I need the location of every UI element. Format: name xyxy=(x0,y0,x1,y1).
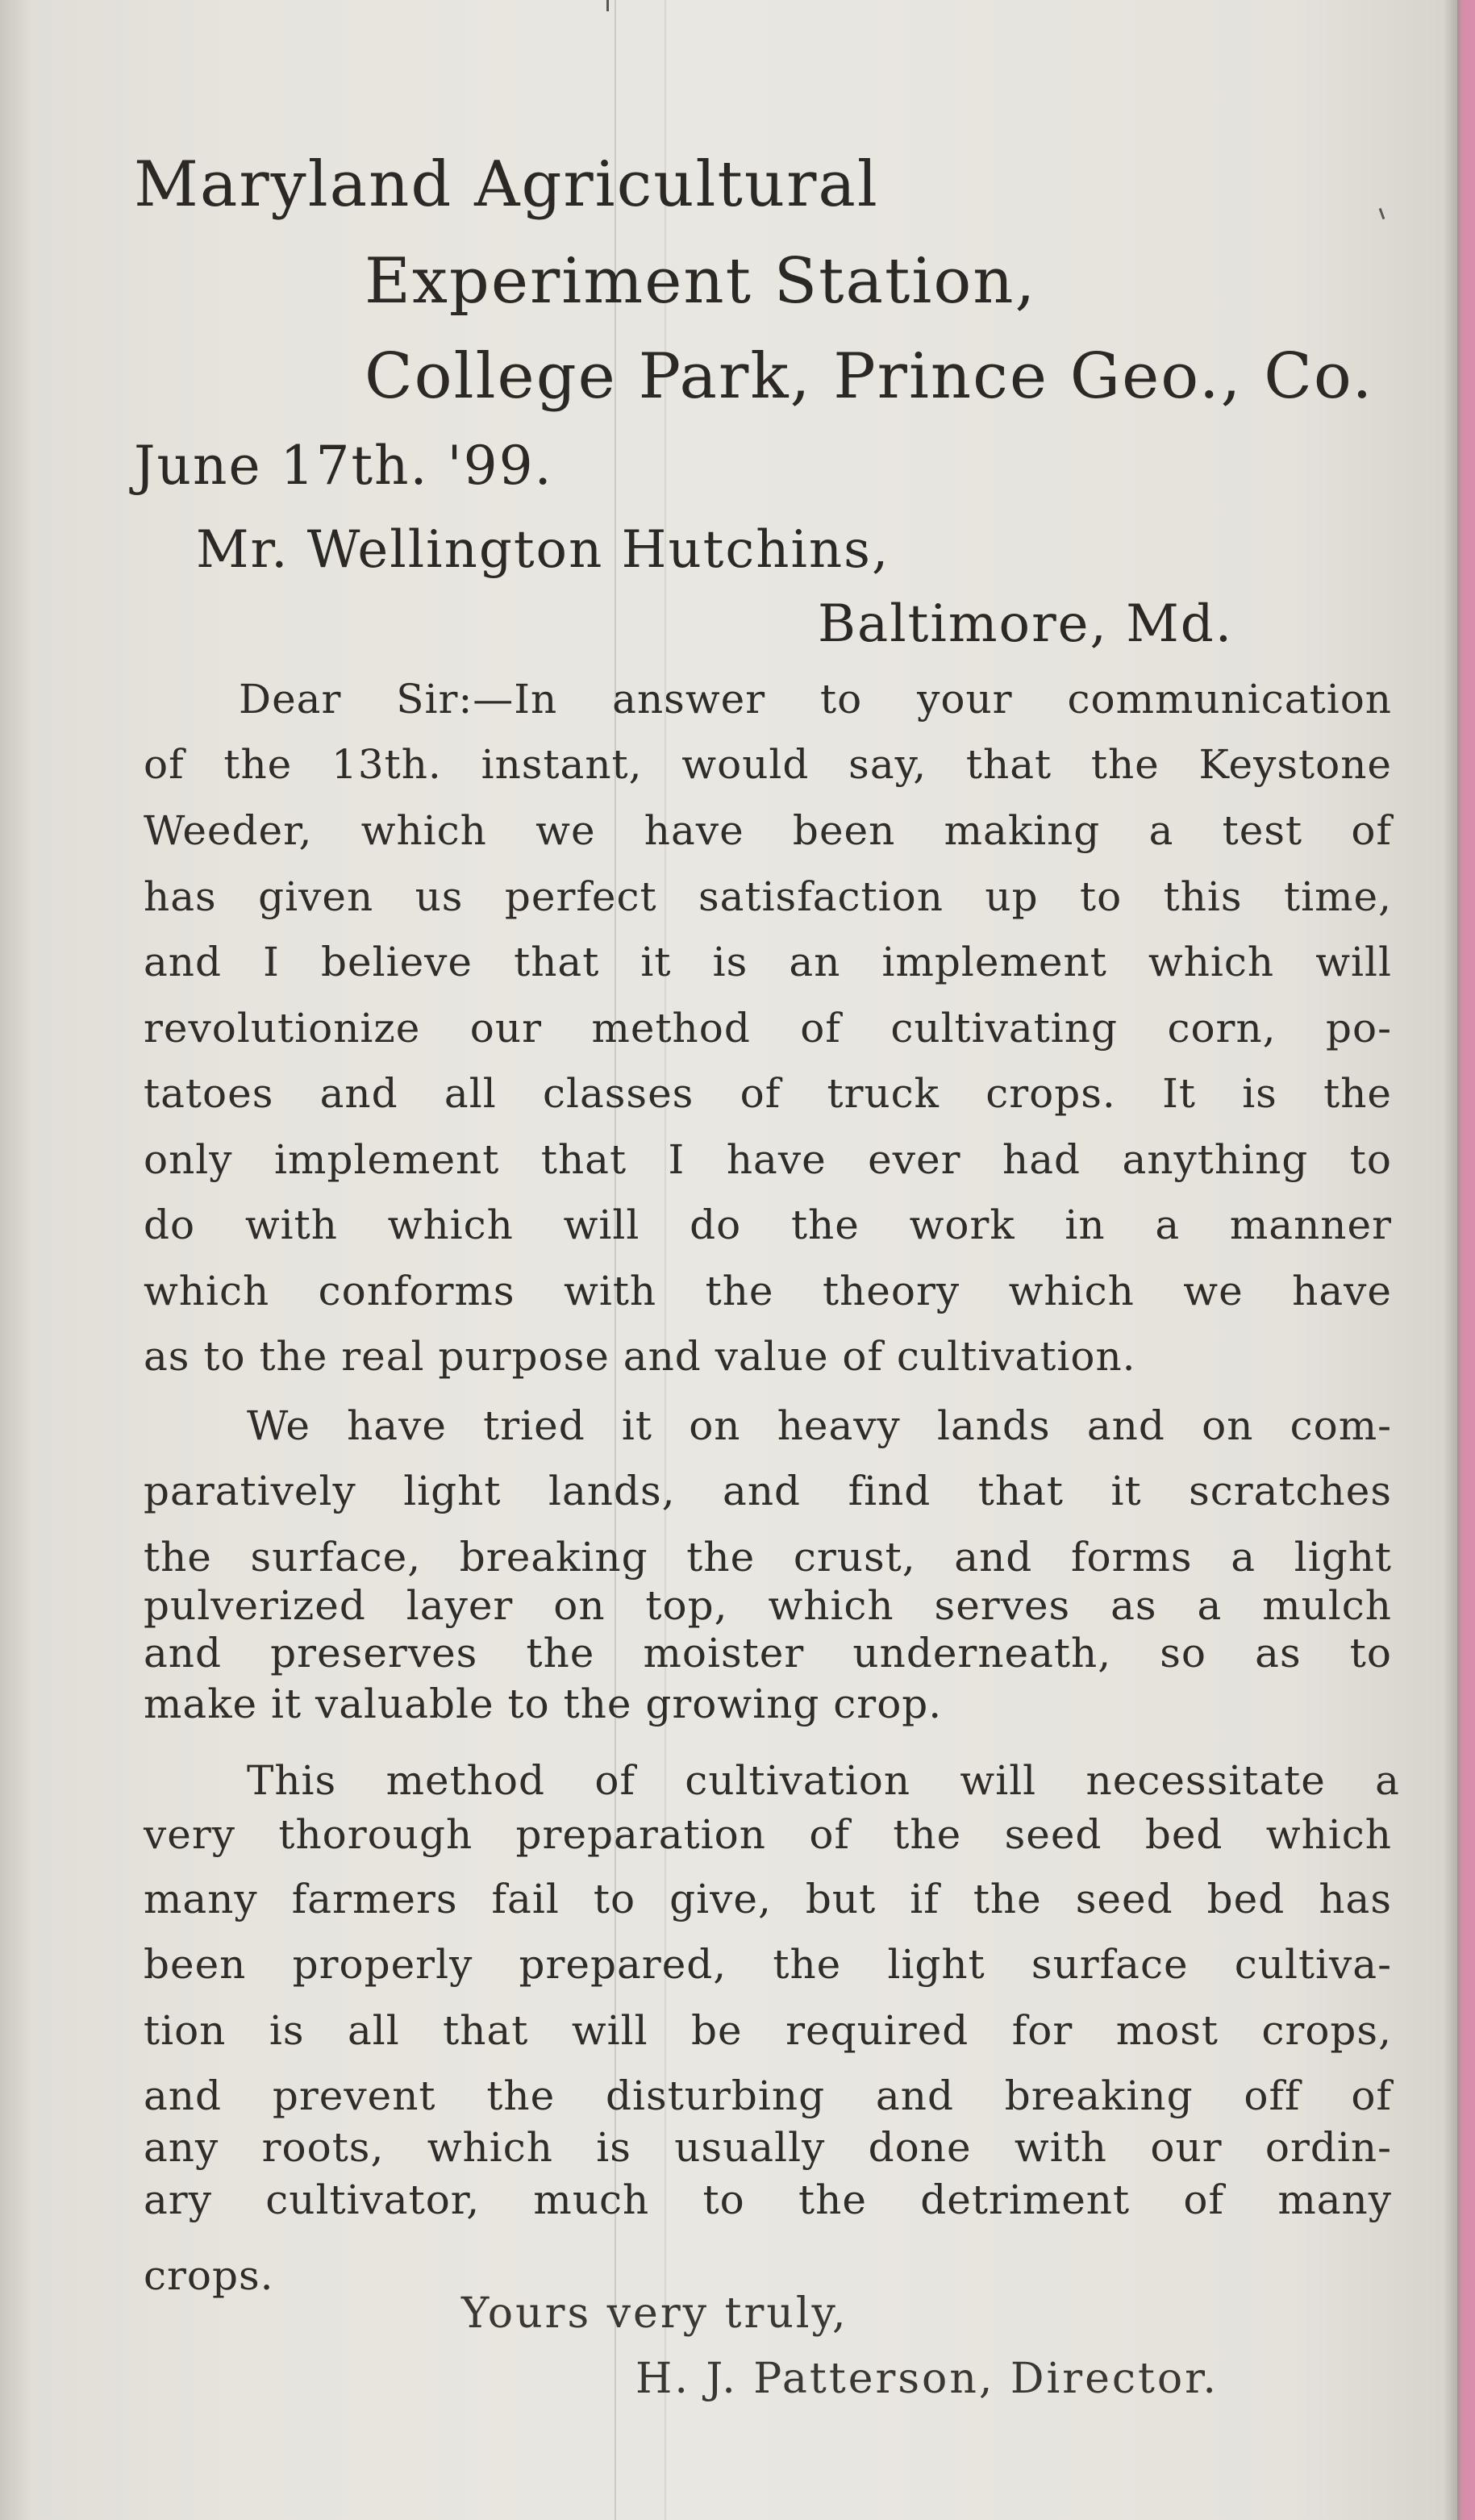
body-line: and prevent the disturbing and breaking off of xyxy=(144,2072,1392,2119)
body-line: many farmers fail to give, but if the seed bed has xyxy=(144,1876,1392,1922)
body-line: has given us perfect satisfaction up to this time, xyxy=(144,873,1392,920)
body-line: and I believe that it is an implement which will xyxy=(144,939,1392,985)
ink-speck xyxy=(606,0,609,11)
body-line: any roots, which is usually done with our ordin- xyxy=(144,2124,1392,2171)
body-line: tion is all that will be required for most crops, xyxy=(144,2007,1392,2054)
body-line: as to the real purpose and value of cultivation. xyxy=(144,1333,1136,1380)
recipient-name: Mr. Wellington Hutchins, xyxy=(196,520,890,580)
body-line: the surface, breaking the crust, and forms a light xyxy=(144,1534,1392,1581)
closing-salutation: Yours very truly, xyxy=(461,2289,848,2338)
body-line: crops. xyxy=(144,2252,274,2299)
letter-date: June 17th. '99. xyxy=(134,435,553,497)
letterhead-line-3: College Park, Prince Geo., Co. xyxy=(365,340,1374,413)
body-line: make it valuable to the growing crop. xyxy=(144,1681,943,1727)
body-line: We have tried it on heavy lands and on com- xyxy=(247,1402,1392,1449)
body-line: Dear Sir:—In answer to your communication xyxy=(239,676,1392,723)
body-line: Weeder, which we have been making a test of xyxy=(144,807,1392,854)
body-line: which conforms with the theory which we have xyxy=(144,1268,1392,1314)
body-line: been properly prepared, the light surface cultiva- xyxy=(144,1941,1392,1988)
body-line: only implement that I have ever had anything to xyxy=(144,1136,1392,1183)
body-line: of the 13th. instant, would say, that the Keystone xyxy=(144,741,1392,788)
recipient-city: Baltimore, Md. xyxy=(818,594,1234,654)
letterhead-line-1: Maryland Agricultural xyxy=(134,148,879,221)
body-line: paratively light lands, and find that it scratches xyxy=(144,1468,1392,1514)
signature: H. J. Patterson, Director. xyxy=(635,2355,1219,2403)
body-line: very thorough preparation of the seed bed which xyxy=(144,1811,1392,1858)
body-line: tatoes and all classes of truck crops. It is the xyxy=(144,1070,1392,1117)
pink-backing-edge xyxy=(1457,0,1475,2520)
body-line: do with which will do the work in a manner xyxy=(144,1202,1392,1248)
body-line: and preserves the moister underneath, so as to xyxy=(144,1630,1392,1677)
body-line: ary cultivator, much to the detriment of many xyxy=(144,2176,1392,2223)
letterhead-line-2: Experiment Station, xyxy=(365,245,1037,318)
body-line: This method of cultivation will necessitate a xyxy=(247,1757,1400,1804)
body-line: pulverized layer on top, which serves as a mulch xyxy=(144,1582,1392,1629)
ink-speck xyxy=(1379,208,1385,219)
body-line: revolutionize our method of cultivating corn, po- xyxy=(144,1005,1392,1052)
